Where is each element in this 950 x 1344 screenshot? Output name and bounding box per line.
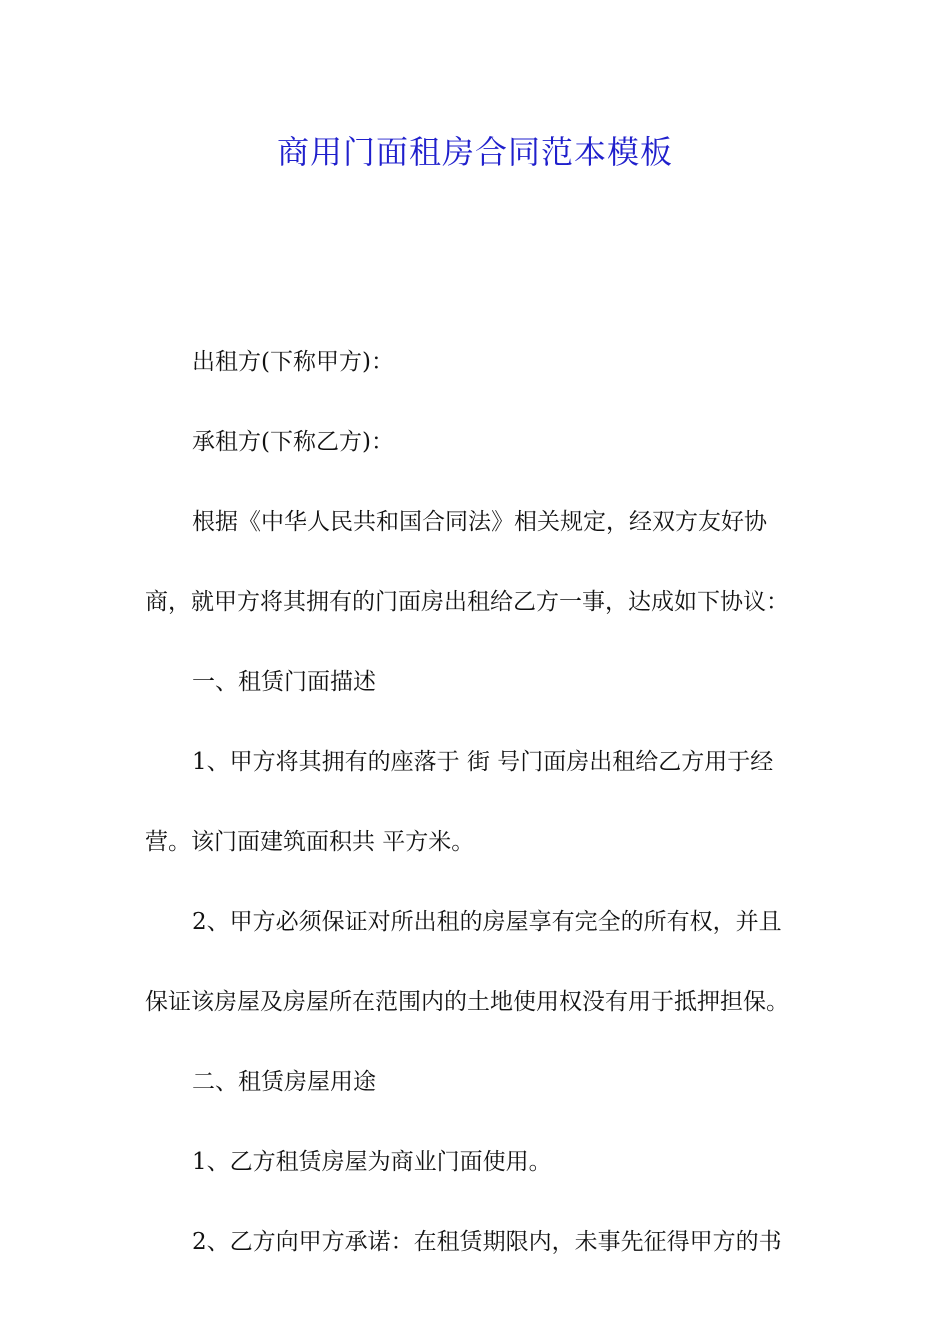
paragraph-line: 营。该门面建筑面积共 平方米。 <box>145 829 475 855</box>
paragraph-line: 2、乙方向甲方承诺：在租赁期限内，未事先征得甲方的书 <box>192 1229 782 1255</box>
section-heading: 二、租赁房屋用途 <box>192 1069 376 1095</box>
paragraph-line: 根据《中华人民共和国合同法》相关规定，经双方友好协 <box>192 509 767 535</box>
paragraph-line: 1、甲方将其拥有的座落于 街 号门面房出租给乙方用于经 <box>192 749 774 775</box>
document-body <box>145 338 805 1298</box>
paragraph-line: 商，就甲方将其拥有的门面房出租给乙方一事，达成如下协议： <box>145 589 789 615</box>
paragraph-line: 出租方(下称甲方)： <box>192 349 394 375</box>
paragraph-line: 2、甲方必须保证对所出租的房屋享有完全的所有权，并且 <box>192 909 782 935</box>
paragraph-line: 承租方(下称乙方)： <box>192 429 394 455</box>
section-heading: 一、租赁门面描述 <box>192 669 376 695</box>
document-title: 商用门面租房合同范本模板 <box>276 133 673 171</box>
paragraph-line: 1、乙方租赁房屋为商业门面使用。 <box>192 1149 552 1175</box>
paragraph-line: 保证该房屋及房屋所在范围内的土地使用权没有用于抵押担保。 <box>145 989 789 1015</box>
